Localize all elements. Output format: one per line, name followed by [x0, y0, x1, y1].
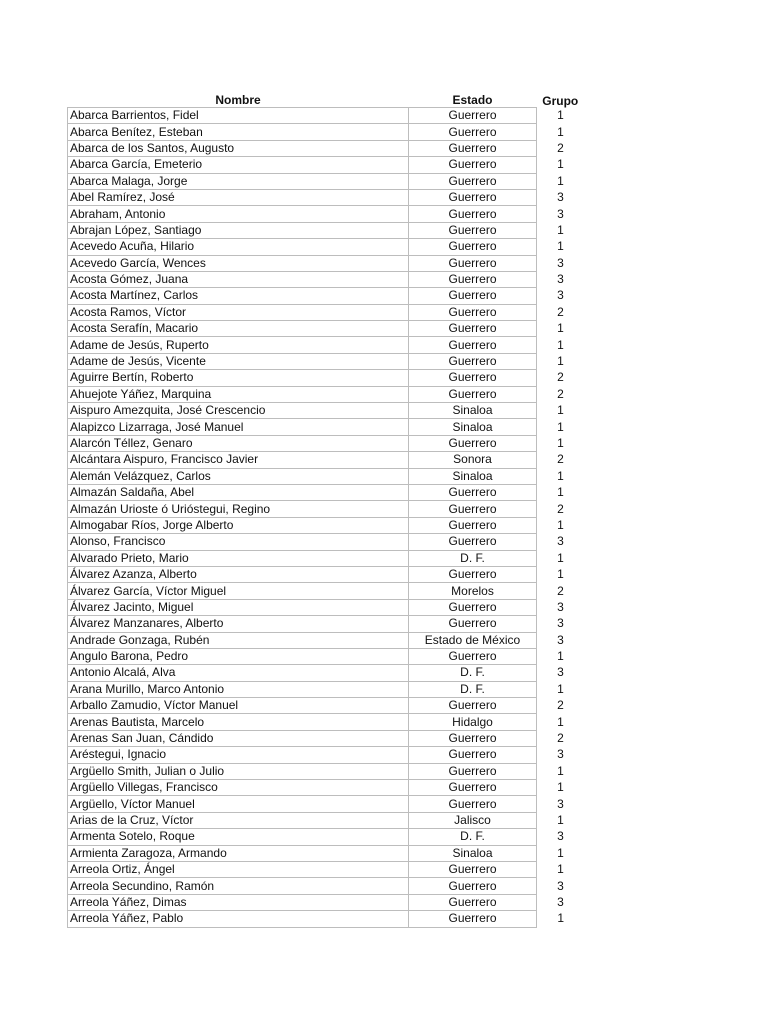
cell-nombre: Arana Murillo, Marco Antonio	[68, 681, 409, 697]
roster-sheet	[67, 89, 585, 928]
cell-estado: Guerrero	[409, 894, 537, 910]
cell-grupo: 3	[557, 829, 564, 844]
cell-estado: Sinaloa	[409, 845, 537, 861]
table-row	[68, 189, 585, 205]
cell-grupo: 1	[557, 517, 564, 532]
cell-nombre: Alonso, Francisco	[68, 534, 409, 550]
cell-nombre: Angulo Barona, Pedro	[68, 648, 409, 664]
cell-estado: Estado de México	[409, 632, 537, 648]
cell-grupo: 2	[557, 370, 564, 385]
cell-nombre: Aguirre Bertín, Roberto	[68, 370, 409, 386]
cell-estado: Guerrero	[409, 206, 537, 222]
cell-nombre: Alcántara Aispuro, Francisco Javier	[68, 452, 409, 468]
cell-grupo: 1	[557, 403, 564, 418]
table-row	[68, 517, 585, 533]
cell-grupo: 1	[557, 108, 564, 123]
table-row	[68, 550, 585, 566]
cell-estado: Guerrero	[409, 501, 537, 517]
cell-nombre: Alemán Velázquez, Carlos	[68, 468, 409, 484]
cell-estado: Guerrero	[409, 108, 537, 124]
table-row	[68, 681, 585, 697]
cell-nombre: Arias de la Cruz, Víctor	[68, 812, 409, 828]
cell-nombre: Arreola Yáñez, Dimas	[68, 894, 409, 910]
table-row	[68, 370, 585, 386]
cell-grupo: 3	[557, 665, 564, 680]
table-row	[68, 157, 585, 173]
cell-nombre: Acosta Martínez, Carlos	[68, 288, 409, 304]
cell-estado: Guerrero	[409, 140, 537, 156]
cell-estado: Guerrero	[409, 386, 537, 402]
cell-nombre: Abarca Benítez, Esteban	[68, 124, 409, 140]
cell-grupo: 1	[557, 567, 564, 582]
cell-estado: Guerrero	[409, 337, 537, 353]
table-row	[68, 337, 585, 353]
table-row	[68, 812, 585, 828]
cell-grupo: 1	[557, 337, 564, 352]
table-row	[68, 632, 585, 648]
cell-nombre: Alapizco Lizarraga, José Manuel	[68, 419, 409, 435]
cell-grupo: 3	[557, 288, 564, 303]
cell-nombre: Álvarez Manzanares, Alberto	[68, 616, 409, 632]
table-row	[68, 468, 585, 484]
cell-nombre: Acosta Gómez, Juana	[68, 271, 409, 287]
cell-nombre: Aispuro Amezquita, José Crescencio	[68, 403, 409, 419]
cell-estado: Guerrero	[409, 911, 537, 927]
cell-nombre: Almogabar Ríos, Jorge Alberto	[68, 517, 409, 533]
table-row	[68, 534, 585, 550]
table-row	[68, 911, 585, 927]
cell-nombre: Acosta Serafín, Macario	[68, 321, 409, 337]
table-row	[68, 452, 585, 468]
table-row	[68, 747, 585, 763]
table-row	[68, 435, 585, 451]
cell-estado: D. F.	[409, 550, 537, 566]
cell-nombre: Antonio Alcalá, Alva	[68, 665, 409, 681]
cell-nombre: Arreola Ortiz, Ángel	[68, 861, 409, 877]
table-row	[68, 796, 585, 812]
cell-estado: Guerrero	[409, 599, 537, 615]
cell-grupo: 3	[557, 747, 564, 762]
table-row	[68, 714, 585, 730]
cell-estado: Guerrero	[409, 747, 537, 763]
cell-estado: Guerrero	[409, 189, 537, 205]
table-row	[68, 583, 585, 599]
cell-grupo: 3	[557, 878, 564, 893]
cell-grupo: 1	[557, 354, 564, 369]
cell-grupo: 3	[557, 796, 564, 811]
cell-nombre: Abarca de los Santos, Augusto	[68, 140, 409, 156]
cell-grupo: 2	[557, 304, 564, 319]
cell-estado: D. F.	[409, 829, 537, 845]
cell-nombre: Alarcón Téllez, Genaro	[68, 435, 409, 451]
table-row	[68, 861, 585, 877]
cell-grupo: 2	[557, 140, 564, 155]
cell-grupo: 1	[557, 714, 564, 729]
cell-nombre: Abrajan López, Santiago	[68, 222, 409, 238]
table-row	[68, 206, 585, 222]
table-row	[68, 321, 585, 337]
cell-estado: Guerrero	[409, 157, 537, 173]
cell-grupo: 2	[557, 386, 564, 401]
table-row	[68, 140, 585, 156]
table-row	[68, 288, 585, 304]
cell-nombre: Ahuejote Yáñez, Marquina	[68, 386, 409, 402]
roster-table	[67, 89, 585, 928]
table-row	[68, 599, 585, 615]
table-row	[68, 829, 585, 845]
cell-estado: Guerrero	[409, 124, 537, 140]
cell-nombre: Arenas San Juan, Cándido	[68, 730, 409, 746]
table-row	[68, 222, 585, 238]
table-row	[68, 845, 585, 861]
header-nombre: Nombre	[215, 93, 261, 107]
cell-nombre: Alvarado Prieto, Mario	[68, 550, 409, 566]
cell-grupo: 3	[557, 206, 564, 221]
cell-estado: Guerrero	[409, 370, 537, 386]
table-row	[68, 239, 585, 255]
header-grupo: Grupo	[542, 93, 579, 108]
header-estado: Estado	[452, 93, 493, 107]
table-row	[68, 665, 585, 681]
cell-estado: Guerrero	[409, 222, 537, 238]
cell-estado: Guerrero	[409, 271, 537, 287]
cell-estado: Guerrero	[409, 698, 537, 714]
table-row	[68, 484, 585, 500]
table-row	[68, 353, 585, 369]
table-row	[68, 255, 585, 271]
cell-grupo: 1	[557, 681, 564, 696]
table-row	[68, 108, 585, 124]
cell-nombre: Adame de Jesús, Ruperto	[68, 337, 409, 353]
cell-estado: Guerrero	[409, 517, 537, 533]
cell-grupo: 2	[557, 698, 564, 713]
cell-nombre: Acevedo García, Wences	[68, 255, 409, 271]
table-row	[68, 894, 585, 910]
cell-grupo: 1	[557, 157, 564, 172]
cell-nombre: Argüello Villegas, Francisco	[68, 780, 409, 796]
cell-grupo: 1	[557, 780, 564, 795]
table-body	[68, 108, 585, 928]
cell-estado: D. F.	[409, 665, 537, 681]
cell-estado: Hidalgo	[409, 714, 537, 730]
cell-grupo: 1	[557, 862, 564, 877]
cell-nombre: Arreola Secundino, Ramón	[68, 878, 409, 894]
cell-grupo: 3	[557, 632, 564, 647]
cell-estado: Guerrero	[409, 861, 537, 877]
cell-estado: D. F.	[409, 681, 537, 697]
cell-grupo: 1	[557, 485, 564, 500]
cell-nombre: Acosta Ramos, Víctor	[68, 304, 409, 320]
cell-nombre: Abraham, Antonio	[68, 206, 409, 222]
cell-grupo: 1	[557, 468, 564, 483]
cell-grupo: 3	[557, 616, 564, 631]
cell-nombre: Argüello Smith, Julian o Julio	[68, 763, 409, 779]
cell-grupo: 1	[557, 173, 564, 188]
cell-grupo: 2	[557, 583, 564, 598]
table-row	[68, 501, 585, 517]
table-row	[68, 386, 585, 402]
cell-grupo: 1	[557, 649, 564, 664]
cell-grupo: 2	[557, 452, 564, 467]
table-row	[68, 271, 585, 287]
cell-estado: Guerrero	[409, 780, 537, 796]
cell-estado: Sonora	[409, 452, 537, 468]
cell-grupo: 1	[557, 239, 564, 254]
cell-grupo: 2	[557, 731, 564, 746]
cell-grupo: 1	[557, 419, 564, 434]
cell-grupo: 3	[557, 894, 564, 909]
cell-estado: Sinaloa	[409, 419, 537, 435]
table-row	[68, 780, 585, 796]
cell-grupo: 3	[557, 534, 564, 549]
cell-grupo: 1	[557, 911, 565, 926]
cell-grupo: 1	[557, 436, 564, 450]
cell-estado: Guerrero	[409, 730, 537, 746]
cell-nombre: Abarca García, Emeterio	[68, 157, 409, 173]
cell-estado: Guerrero	[409, 255, 537, 271]
cell-estado: Guerrero	[409, 484, 537, 500]
cell-nombre: Abarca Barrientos, Fidel	[68, 108, 409, 124]
cell-nombre: Arballo Zamudio, Víctor Manuel	[68, 698, 409, 714]
cell-estado: Guerrero	[409, 648, 537, 664]
cell-nombre: Aréstegui, Ignacio	[68, 747, 409, 763]
cell-estado: Sinaloa	[409, 403, 537, 419]
table-row	[68, 648, 585, 664]
cell-nombre: Acevedo Acuña, Hilario	[68, 239, 409, 255]
table-row	[68, 730, 585, 746]
cell-estado: Guerrero	[409, 321, 537, 337]
cell-estado: Guerrero	[409, 534, 537, 550]
cell-estado: Guerrero	[409, 239, 537, 255]
table-row	[68, 878, 585, 894]
table-row	[68, 124, 585, 140]
cell-nombre: Armenta Sotelo, Roque	[68, 829, 409, 845]
cell-estado: Guerrero	[409, 566, 537, 582]
cell-nombre: Abel Ramírez, José	[68, 189, 409, 205]
cell-estado: Guerrero	[409, 435, 537, 451]
cell-nombre: Arreola Yáñez, Pablo	[68, 911, 409, 927]
cell-nombre: Álvarez Azanza, Alberto	[68, 566, 409, 582]
cell-estado: Guerrero	[409, 353, 537, 369]
table-row	[68, 698, 585, 714]
table-row	[68, 419, 585, 435]
cell-nombre: Álvarez Jacinto, Miguel	[68, 599, 409, 615]
cell-estado: Morelos	[409, 583, 537, 599]
cell-estado: Guerrero	[409, 763, 537, 779]
cell-estado: Sinaloa	[409, 468, 537, 484]
table-row	[68, 304, 585, 320]
table-row	[68, 763, 585, 779]
cell-grupo: 1	[557, 845, 564, 860]
cell-nombre: Almazán Saldaña, Abel	[68, 484, 409, 500]
cell-estado: Guerrero	[409, 173, 537, 189]
cell-nombre: Abarca Malaga, Jorge	[68, 173, 409, 189]
cell-nombre: Armienta Zaragoza, Armando	[68, 845, 409, 861]
cell-estado: Guerrero	[409, 796, 537, 812]
cell-grupo: 3	[557, 190, 564, 205]
table-row	[68, 616, 585, 632]
header-row	[68, 89, 585, 108]
table-row	[68, 566, 585, 582]
cell-nombre: Andrade Gonzaga, Rubén	[68, 632, 409, 648]
table-row	[68, 173, 585, 189]
table-row	[68, 403, 585, 419]
cell-grupo: 1	[557, 124, 564, 139]
cell-grupo: 2	[557, 501, 564, 516]
cell-estado: Guerrero	[409, 616, 537, 632]
cell-nombre: Adame de Jesús, Vicente	[68, 353, 409, 369]
cell-nombre: Álvarez García, Víctor Miguel	[68, 583, 409, 599]
cell-estado: Guerrero	[409, 878, 537, 894]
cell-estado: Guerrero	[409, 304, 537, 320]
cell-estado: Jalisco	[409, 812, 537, 828]
cell-estado: Guerrero	[409, 288, 537, 304]
cell-grupo: 1	[557, 222, 564, 237]
cell-nombre: Argüello, Víctor Manuel	[68, 796, 409, 812]
cell-nombre: Arenas Bautista, Marcelo	[68, 714, 409, 730]
cell-grupo: 3	[557, 599, 564, 614]
cell-grupo: 3	[557, 272, 564, 287]
cell-grupo: 1	[557, 812, 564, 827]
cell-grupo: 1	[557, 763, 564, 778]
cell-grupo: 1	[557, 550, 564, 565]
cell-grupo: 3	[557, 255, 564, 270]
cell-nombre: Almazán Urioste ó Urióstegui, Regino	[68, 501, 409, 517]
cell-grupo: 1	[557, 321, 564, 336]
